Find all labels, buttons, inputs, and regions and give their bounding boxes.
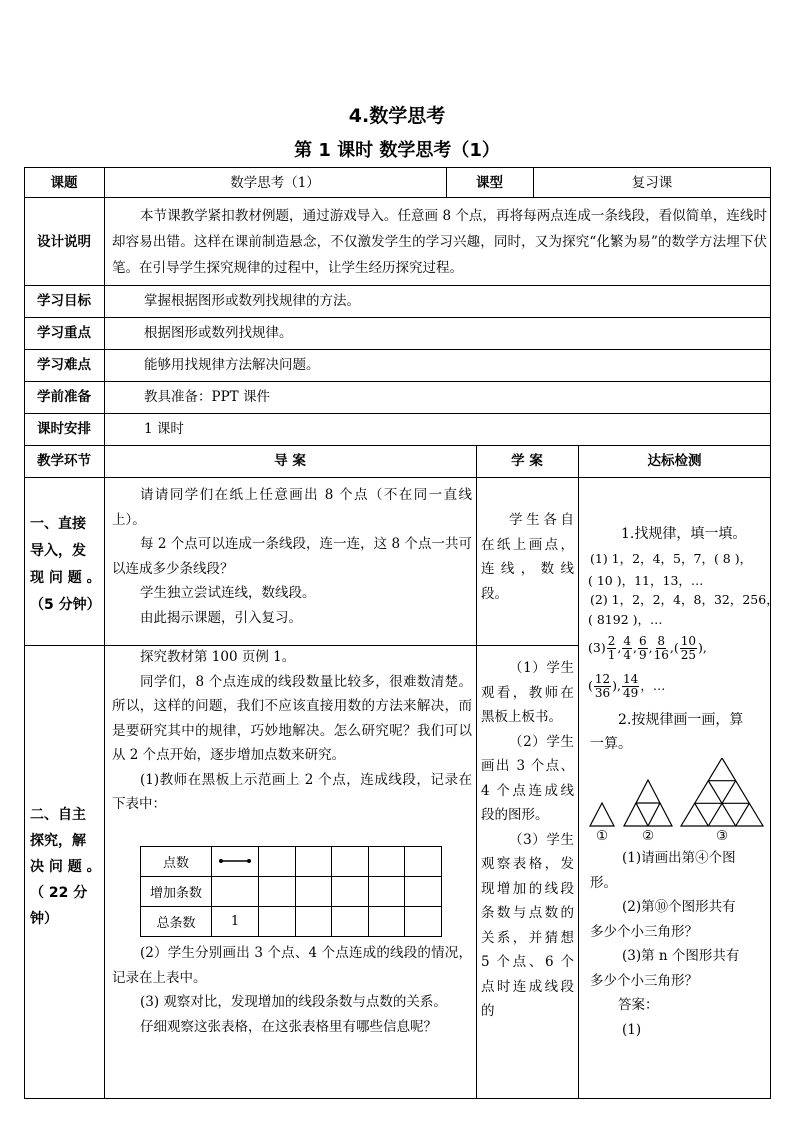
triangle-figure-1 [590,803,614,826]
prep-label: 学前准备 [37,389,91,405]
test-q1-1a: (1) 1，2，4，5，7，( 8 )， [590,551,753,566]
time-text: 1 课时 [144,421,184,437]
fig-label-3: ③ [716,828,729,844]
topic-value: 数学思考（1） [230,175,320,191]
stage2-guide-after: (2）学生分别画出 3 个点、4 个点连成的线段的情况，记录在上表中。 (3) 观察对比，发现增加的线段条数与点数的关系。 仔细观察这张表格，在这张表格里有哪些信息呢？ [112,945,472,1035]
col-test: 达标检测 [647,453,702,469]
mini-cell: 1 [212,907,259,937]
goal-label: 学习目标 [37,293,91,309]
test-q1: 1.找规律，填一填。 [621,526,747,542]
stage2-study: （1）学生观看，教师在黑板上板书。 （2）学生画出 3 个点、4 个点连成线段的图形。 （3）学生观察表格，发现增加的线段条数与点数的关系，并猜想 5 个点、6 个点时连成线段的 [481,660,574,1019]
fig-label-1: ① [596,828,609,844]
test-q1-2a: (2) 1，2，2，4，8，32，256， [590,592,779,607]
mini-row-label: 总条数 [141,907,212,937]
test-subquestions: (1)请画出第④个图 形。 (2)第⑩个图形共有 多少个小三角形？ (3)第 n 个图形共有 多少个小三角形？ 答案： (1) [590,850,740,1038]
type-value: 复习课 [631,175,673,191]
triangle-figures [582,758,768,846]
page-subtitle: 第 1 课时 数学思考（1） [294,140,500,161]
key-text: 根据图形或数列找规律。 [144,325,293,341]
triangle-figure-3 [681,758,763,826]
difficulty-text: 能够用找规律方法解决问题。 [144,357,320,373]
mini-row-label: 增加条数 [141,877,212,907]
test-q1-2b: ( 8192 )，… [588,612,663,627]
stage1-name: 一、直接 导入，发 现 问 题 。 （5 分钟） [30,516,101,613]
prep-text: 教具准备：PPT 课件 [144,389,270,405]
page-title: 4.数学思考 [348,105,446,127]
stage1-study: 学生各自在纸上画点，连线，数线段。 [481,512,574,602]
test-q1-3: (3) $\frac{2}{1}$ , $\frac{4}{4}$ , $\frac{6}{9}$ , $\frac{8}{16}$ ,( $\frac{10}{25}$ ), [588,634,707,662]
segment-icon [218,857,252,865]
segment-table [140,846,442,937]
goal-text: 掌握根据图形或数列找规律的方法。 [144,293,360,309]
stage2-guide: 探究教材第 100 页例 1。 同学们，8 个点连成的线段数量比较多，很难数清楚。所以，这样的问题，我们不应该直接用数的方法来解决，而是要研究其中的规律，巧妙地解决。怎么研究呢？我们可以从 2 个点开始，逐步增加点数来研究。 (1)教师在黑板上示范画上 2 个点，连成线段，记录在下表中： [112,649,472,812]
test-q2b: 一算。 [590,736,632,752]
topic-label: 课题 [50,175,78,191]
fig-label-2: ② [642,828,655,844]
test-q1-1b: ( 10 )，11，13，… [588,573,704,588]
design-label: 设计说明 [37,234,91,250]
key-label: 学习重点 [37,325,91,341]
type-label: 课型 [476,175,503,191]
two-point-segment [212,847,259,877]
col-guide: 导 案 [274,453,306,469]
difficulty-label: 学习难点 [37,357,91,373]
time-label: 课时安排 [37,421,91,437]
test-q1-3b: ( $\frac{12}{36}$ ), $\frac{14}{49}$ ，… [588,672,666,700]
col-stage: 教学环节 [37,453,91,469]
stage1-guide: 请请同学们在纸上任意画出 8 个点（不在同一直线上）。 每 2 个点可以连成一条线段，连一连，这 8 个点一共可以连成多少条线段？ 学生独立尝试连线，数线段。 由此揭示课题，引入复习。 [112,487,472,626]
test-q2a: 2.按规律画一画，算 [618,712,744,728]
stage2-name: 二、自主 探究，解 决 问 题 。 （ 22 分 钟） [30,807,101,927]
mini-row-label: 点数 [141,847,212,877]
design-text: 本节课教学紧扣教材例题，通过游戏导入。任意画 8 个点，再将每两点连成一条线段，看似简单，连线时却容易出错。这样在课前制造悬念，不仅激发学生的学习兴趣，同时，又为探究“化繁为易”的数学方法埋下伏笔。在引导学生探究规律的过程中，让学生经历探究过程。 [112,208,767,276]
col-study: 学 案 [511,453,543,469]
